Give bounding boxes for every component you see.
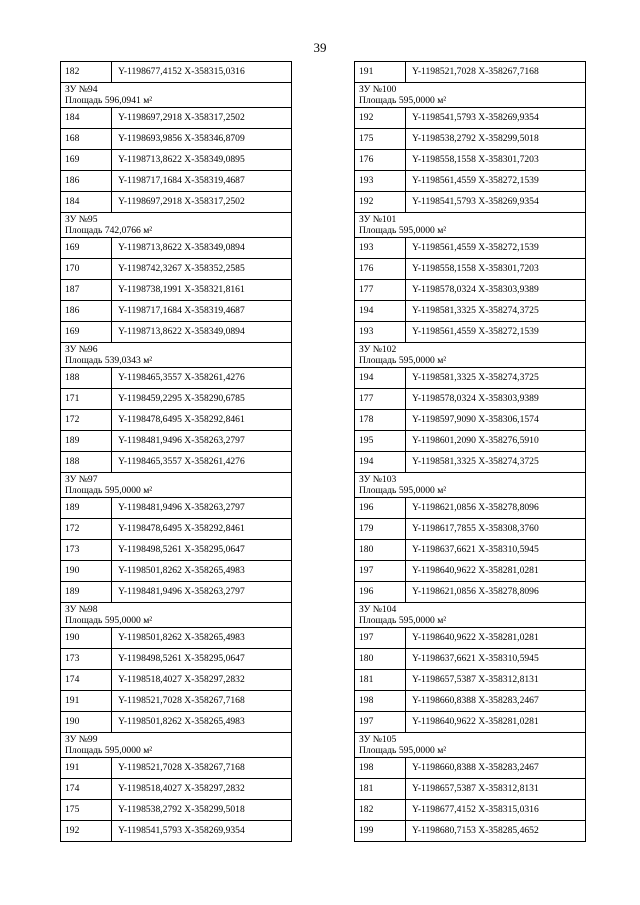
land-plot-header — [61, 473, 292, 498]
table-row — [61, 322, 292, 343]
table-row — [61, 431, 292, 452]
land-plot-area: Площадь 595,0000 м² — [359, 485, 447, 496]
land-plot-header — [61, 603, 292, 628]
land-plot-header — [355, 603, 586, 628]
point-coordinates: Y-1198581,3325 X-358274,3725 — [406, 368, 586, 389]
land-plot-number: ЗУ №105 — [359, 734, 397, 745]
land-plot-area: Площадь 595,0000 м² — [359, 745, 447, 756]
land-plot-header — [61, 343, 292, 368]
point-number: 193 — [355, 322, 406, 343]
point-number: 169 — [61, 322, 112, 343]
point-number: 173 — [61, 540, 112, 561]
point-number: 194 — [355, 301, 406, 322]
point-number: 192 — [355, 192, 406, 213]
point-coordinates: Y-1198541,5793 X-358269,9354 — [406, 192, 586, 213]
point-number: 176 — [355, 259, 406, 280]
point-coordinates: Y-1198717,1684 X-358319,4687 — [112, 301, 292, 322]
point-coordinates: Y-1198521,7028 X-358267,7168 — [406, 62, 586, 83]
land-plot-header — [355, 83, 586, 108]
point-coordinates: Y-1198578,0324 X-358303,9389 — [406, 389, 586, 410]
point-coordinates: Y-1198621,0856 X-358278,8096 — [406, 498, 586, 519]
point-coordinates: Y-1198465,3557 X-358261,4276 — [112, 452, 292, 473]
point-number: 181 — [355, 670, 406, 691]
point-coordinates: Y-1198637,6621 X-358310,5945 — [406, 649, 586, 670]
table-row — [355, 129, 586, 150]
point-number: 177 — [355, 389, 406, 410]
point-number: 174 — [61, 779, 112, 800]
point-coordinates: Y-1198601,2090 X-358276,5910 — [406, 431, 586, 452]
point-number: 168 — [61, 129, 112, 150]
land-plot-area: Площадь 595,0000 м² — [65, 745, 153, 756]
land-plot-number: ЗУ №103 — [359, 474, 397, 485]
table-row — [355, 322, 586, 343]
point-coordinates: Y-1198538,2792 X-358299,5018 — [112, 800, 292, 821]
table-row — [355, 301, 586, 322]
table-row — [61, 712, 292, 733]
point-coordinates: Y-1198713,8622 X-358349,0895 — [112, 150, 292, 171]
point-number: 175 — [355, 129, 406, 150]
table-row — [355, 368, 586, 389]
point-coordinates: Y-1198660,8388 X-358283,2467 — [406, 758, 586, 779]
point-coordinates: Y-1198478,6495 X-358292,8461 — [112, 519, 292, 540]
land-plot-area: Площадь 596,0941 м² — [65, 95, 153, 106]
land-plot-header — [355, 733, 586, 758]
point-number: 184 — [61, 192, 112, 213]
point-coordinates: Y-1198561,4559 X-358272,1539 — [406, 322, 586, 343]
table-row — [61, 280, 292, 301]
point-coordinates: Y-1198459,2295 X-358290,6785 — [112, 389, 292, 410]
point-coordinates: Y-1198478,6495 X-358292,8461 — [112, 410, 292, 431]
table-row — [61, 582, 292, 603]
land-plot-header — [61, 83, 292, 108]
table-row — [61, 800, 292, 821]
point-number: 176 — [355, 150, 406, 171]
land-plot-number: ЗУ №95 — [65, 214, 98, 225]
point-coordinates: Y-1198621,0856 X-358278,8096 — [406, 582, 586, 603]
point-coordinates: Y-1198541,5793 X-358269,9354 — [112, 821, 292, 842]
point-number: 189 — [61, 498, 112, 519]
table-row — [61, 519, 292, 540]
land-plot-number: ЗУ №100 — [359, 84, 397, 95]
point-number: 175 — [61, 800, 112, 821]
point-number: 194 — [355, 452, 406, 473]
table-row — [61, 561, 292, 582]
table-row — [61, 259, 292, 280]
land-plot-area: Площадь 742,0766 м² — [65, 225, 153, 236]
table-row — [355, 821, 586, 842]
table-row — [61, 452, 292, 473]
point-coordinates: Y-1198538,2792 X-358299,5018 — [406, 129, 586, 150]
land-plot-area: Площадь 595,0000 м² — [65, 485, 153, 496]
point-coordinates: Y-1198617,7855 X-358308,3760 — [406, 519, 586, 540]
table-row — [61, 192, 292, 213]
point-number: 198 — [355, 691, 406, 712]
table-row — [355, 259, 586, 280]
point-coordinates: Y-1198713,8622 X-358349,0894 — [112, 238, 292, 259]
point-coordinates: Y-1198693,9856 X-358346,8709 — [112, 129, 292, 150]
table-row — [355, 150, 586, 171]
point-coordinates: Y-1198521,7028 X-358267,7168 — [112, 758, 292, 779]
point-number: 197 — [355, 628, 406, 649]
point-number: 196 — [355, 498, 406, 519]
point-coordinates: Y-1198481,9496 X-358263,2797 — [112, 431, 292, 452]
point-number: 179 — [355, 519, 406, 540]
point-number: 195 — [355, 431, 406, 452]
point-number: 192 — [355, 108, 406, 129]
point-coordinates: Y-1198738,1991 X-358321,8161 — [112, 280, 292, 301]
table-row — [61, 368, 292, 389]
point-number: 184 — [61, 108, 112, 129]
point-number: 186 — [61, 301, 112, 322]
table-row — [355, 628, 586, 649]
table-row — [61, 389, 292, 410]
land-plot-area: Площадь 595,0000 м² — [359, 95, 447, 106]
point-coordinates: Y-1198677,4152 X-358315,0316 — [112, 62, 292, 83]
point-number: 177 — [355, 280, 406, 301]
table-row — [355, 582, 586, 603]
table-row — [61, 410, 292, 431]
table-row — [355, 192, 586, 213]
point-number: 189 — [61, 431, 112, 452]
table-row — [61, 628, 292, 649]
point-number: 193 — [355, 238, 406, 259]
land-plot-header — [355, 473, 586, 498]
land-plot-header — [61, 733, 292, 758]
table-row — [355, 712, 586, 733]
point-coordinates: Y-1198640,9622 X-358281,0281 — [406, 561, 586, 582]
point-coordinates: Y-1198742,3267 X-358352,2585 — [112, 259, 292, 280]
point-number: 188 — [61, 368, 112, 389]
land-plot-number: ЗУ №96 — [65, 344, 98, 355]
point-coordinates: Y-1198640,9622 X-358281,0281 — [406, 712, 586, 733]
point-number: 198 — [355, 758, 406, 779]
table-row — [355, 171, 586, 192]
table-row — [355, 280, 586, 301]
point-coordinates: Y-1198481,9496 X-358263,2797 — [112, 582, 292, 603]
point-number: 172 — [61, 410, 112, 431]
point-number: 194 — [355, 368, 406, 389]
point-number: 197 — [355, 561, 406, 582]
table-row — [355, 498, 586, 519]
point-number: 196 — [355, 582, 406, 603]
table-row — [61, 108, 292, 129]
land-plot-number: ЗУ №99 — [65, 734, 98, 745]
point-coordinates: Y-1198558,1558 X-358301,7203 — [406, 259, 586, 280]
table-row — [355, 649, 586, 670]
table-row — [61, 758, 292, 779]
point-coordinates: Y-1198717,1684 X-358319,4687 — [112, 171, 292, 192]
land-plot-header — [355, 343, 586, 368]
point-coordinates: Y-1198657,5387 X-358312,8131 — [406, 670, 586, 691]
table-row — [355, 561, 586, 582]
land-plot-area: Площадь 595,0000 м² — [65, 615, 153, 626]
point-coordinates: Y-1198498,5261 X-358295,0647 — [112, 649, 292, 670]
point-number: 191 — [355, 62, 406, 83]
land-plot-number: ЗУ №102 — [359, 344, 397, 355]
table-row — [355, 238, 586, 259]
land-plot-number: ЗУ №101 — [359, 214, 397, 225]
point-coordinates: Y-1198713,8622 X-358349,0894 — [112, 322, 292, 343]
point-coordinates: Y-1198680,7153 X-358285,4652 — [406, 821, 586, 842]
point-coordinates: Y-1198697,2918 X-358317,2502 — [112, 192, 292, 213]
point-coordinates: Y-1198657,5387 X-358312,8131 — [406, 779, 586, 800]
point-number: 174 — [61, 670, 112, 691]
point-number: 190 — [61, 712, 112, 733]
point-coordinates: Y-1198518,4027 X-358297,2832 — [112, 779, 292, 800]
table-row — [61, 150, 292, 171]
table-row — [355, 62, 586, 83]
table-row — [355, 431, 586, 452]
point-number: 182 — [61, 62, 112, 83]
land-plot-area: Площадь 595,0000 м² — [359, 615, 447, 626]
point-number: 169 — [61, 150, 112, 171]
table-row — [61, 649, 292, 670]
page-number: 39 — [313, 40, 327, 55]
land-plot-area: Площадь 539,0343 м² — [65, 355, 153, 366]
land-plot-header — [355, 213, 586, 238]
point-number: 187 — [61, 280, 112, 301]
point-number: 171 — [61, 389, 112, 410]
land-plot-header — [61, 213, 292, 238]
table-row — [355, 540, 586, 561]
point-number: 190 — [61, 561, 112, 582]
table-row — [61, 670, 292, 691]
table-row — [61, 540, 292, 561]
point-coordinates: Y-1198518,4027 X-358297,2832 — [112, 670, 292, 691]
table-row — [355, 410, 586, 431]
table-row — [355, 670, 586, 691]
point-coordinates: Y-1198465,3557 X-358261,4276 — [112, 368, 292, 389]
point-number: 181 — [355, 779, 406, 800]
table-row — [61, 691, 292, 712]
point-number: 180 — [355, 649, 406, 670]
point-coordinates: Y-1198561,4559 X-358272,1539 — [406, 238, 586, 259]
point-number: 169 — [61, 238, 112, 259]
point-number: 191 — [61, 691, 112, 712]
land-plot-number: ЗУ №94 — [65, 84, 98, 95]
point-coordinates: Y-1198581,3325 X-358274,3725 — [406, 452, 586, 473]
table-row — [355, 758, 586, 779]
point-number: 172 — [61, 519, 112, 540]
coordinates-table-right — [354, 61, 586, 842]
table-row — [355, 779, 586, 800]
point-coordinates: Y-1198640,9622 X-358281,0281 — [406, 628, 586, 649]
point-number: 189 — [61, 582, 112, 603]
table-row — [355, 519, 586, 540]
point-coordinates: Y-1198697,2918 X-358317,2502 — [112, 108, 292, 129]
point-number: 191 — [61, 758, 112, 779]
coordinates-table-left — [60, 61, 292, 842]
table-row — [61, 498, 292, 519]
table-row — [61, 129, 292, 150]
point-number: 173 — [61, 649, 112, 670]
land-plot-number: ЗУ №104 — [359, 604, 397, 615]
point-coordinates: Y-1198498,5261 X-358295,0647 — [112, 540, 292, 561]
point-number: 170 — [61, 259, 112, 280]
point-coordinates: Y-1198501,8262 X-358265,4983 — [112, 628, 292, 649]
land-plot-number: ЗУ №98 — [65, 604, 98, 615]
point-coordinates: Y-1198501,8262 X-358265,4983 — [112, 712, 292, 733]
point-coordinates: Y-1198578,0324 X-358303,9389 — [406, 280, 586, 301]
point-coordinates: Y-1198558,1558 X-358301,7203 — [406, 150, 586, 171]
point-number: 178 — [355, 410, 406, 431]
table-row — [355, 800, 586, 821]
table-row — [355, 452, 586, 473]
table-row — [61, 238, 292, 259]
table-row — [61, 62, 292, 83]
point-coordinates: Y-1198637,6621 X-358310,5945 — [406, 540, 586, 561]
point-number: 193 — [355, 171, 406, 192]
point-number: 192 — [61, 821, 112, 842]
land-plot-number: ЗУ №97 — [65, 474, 98, 485]
table-row — [61, 301, 292, 322]
table-row — [61, 779, 292, 800]
point-number: 188 — [61, 452, 112, 473]
table-row — [61, 821, 292, 842]
point-coordinates: Y-1198521,7028 X-358267,7168 — [112, 691, 292, 712]
point-number: 197 — [355, 712, 406, 733]
point-number: 199 — [355, 821, 406, 842]
land-plot-area: Площадь 595,0000 м² — [359, 225, 447, 236]
point-number: 180 — [355, 540, 406, 561]
point-coordinates: Y-1198561,4559 X-358272,1539 — [406, 171, 586, 192]
point-coordinates: Y-1198677,4152 X-358315,0316 — [406, 800, 586, 821]
point-coordinates: Y-1198597,9090 X-358306,1574 — [406, 410, 586, 431]
point-coordinates: Y-1198581,3325 X-358274,3725 — [406, 301, 586, 322]
point-coordinates: Y-1198660,8388 X-358283,2467 — [406, 691, 586, 712]
point-coordinates: Y-1198481,9496 X-358263,2797 — [112, 498, 292, 519]
point-coordinates: Y-1198541,5793 X-358269,9354 — [406, 108, 586, 129]
point-number: 190 — [61, 628, 112, 649]
table-row — [355, 108, 586, 129]
point-number: 182 — [355, 800, 406, 821]
table-row — [355, 389, 586, 410]
point-number: 186 — [61, 171, 112, 192]
table-row — [61, 171, 292, 192]
land-plot-area: Площадь 595,0000 м² — [359, 355, 447, 366]
point-coordinates: Y-1198501,8262 X-358265,4983 — [112, 561, 292, 582]
table-row — [355, 691, 586, 712]
